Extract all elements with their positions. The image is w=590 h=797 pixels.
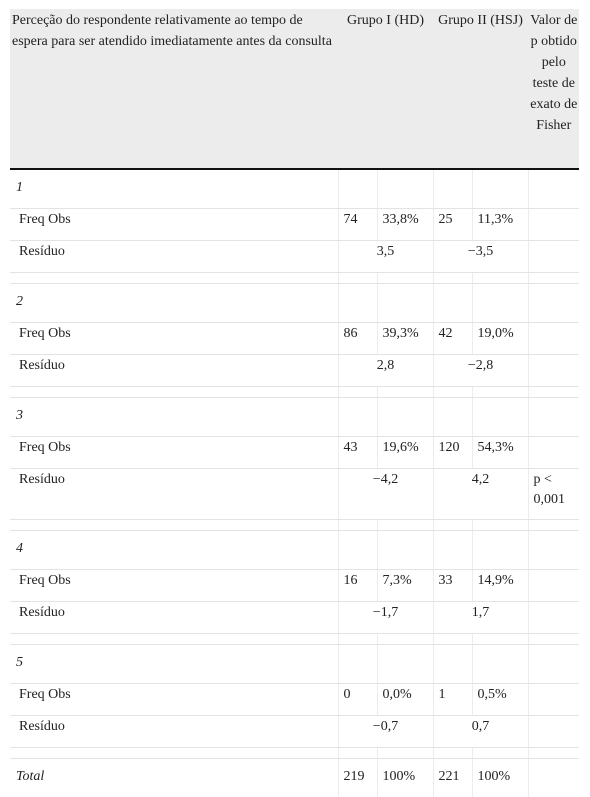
empty-cell <box>338 531 377 570</box>
spacer <box>433 273 472 284</box>
spacer <box>377 748 433 759</box>
freq-obs-row <box>10 209 579 241</box>
spacer <box>528 520 579 531</box>
level-label: 1 <box>10 169 338 209</box>
group2-count: 42 <box>433 323 472 355</box>
group1-count: 0 <box>338 684 377 716</box>
header-perception: Perceção do respondente relativamente ao tempo de espera para ser atendido imediatamente antes da consulta <box>10 9 338 169</box>
group2-count: 25 <box>433 209 472 241</box>
empty-cell <box>377 645 433 684</box>
group2-residual: −2,8 <box>433 355 528 387</box>
total-group1-count: 219 <box>338 759 377 797</box>
group2-percent: 0,5% <box>472 684 528 716</box>
empty-cell <box>472 169 528 209</box>
empty-cell <box>433 645 472 684</box>
level-row <box>10 531 579 570</box>
freq-obs-row <box>10 323 579 355</box>
group2-residual: 1,7 <box>433 602 528 634</box>
empty-cell <box>338 284 377 323</box>
empty-cell <box>528 209 579 241</box>
residual-row <box>10 355 579 387</box>
empty-cell <box>377 169 433 209</box>
residual-label: Resíduo <box>10 355 338 387</box>
total-row <box>10 759 579 797</box>
residual-label: Resíduo <box>10 241 338 273</box>
spacer <box>528 634 579 645</box>
empty-cell <box>338 169 377 209</box>
empty-cell <box>472 398 528 437</box>
group1-count: 74 <box>338 209 377 241</box>
freq-obs-label: Freq Obs <box>10 684 338 716</box>
spacer <box>338 748 377 759</box>
level-row <box>10 169 579 209</box>
spacer <box>472 634 528 645</box>
spacer <box>472 748 528 759</box>
spacer <box>377 273 433 284</box>
level-row <box>10 398 579 437</box>
spacer <box>10 273 338 284</box>
empty-cell <box>528 169 579 209</box>
header-p-value: Valor de p obtido pelo teste de exato de Fisher <box>528 9 579 169</box>
residual-row <box>10 602 579 634</box>
empty-cell <box>528 398 579 437</box>
spacer <box>10 748 338 759</box>
group1-percent: 0,0% <box>377 684 433 716</box>
results-table <box>10 9 579 797</box>
freq-obs-row <box>10 437 579 469</box>
total-group2-percent: 100% <box>472 759 528 797</box>
group2-residual: −3,5 <box>433 241 528 273</box>
group1-residual: 2,8 <box>338 355 433 387</box>
spacer <box>377 520 433 531</box>
level-label: 4 <box>10 531 338 570</box>
empty-cell <box>528 645 579 684</box>
group2-percent: 19,0% <box>472 323 528 355</box>
header-group-1: Grupo I (HD) <box>338 9 433 169</box>
group1-percent: 19,6% <box>377 437 433 469</box>
group2-percent: 54,3% <box>472 437 528 469</box>
empty-cell <box>472 284 528 323</box>
spacer-row <box>10 273 579 284</box>
empty-cell <box>338 398 377 437</box>
spacer <box>338 387 377 398</box>
spacer <box>528 387 579 398</box>
total-group1-percent: 100% <box>377 759 433 797</box>
group2-percent: 14,9% <box>472 570 528 602</box>
level-label: 2 <box>10 284 338 323</box>
spacer <box>472 520 528 531</box>
spacer <box>338 273 377 284</box>
group2-count: 33 <box>433 570 472 602</box>
spacer <box>528 748 579 759</box>
spacer <box>10 520 338 531</box>
empty-cell <box>433 531 472 570</box>
spacer <box>472 387 528 398</box>
empty-cell <box>472 645 528 684</box>
empty-cell <box>528 323 579 355</box>
spacer <box>338 634 377 645</box>
spacer <box>433 520 472 531</box>
spacer-row <box>10 520 579 531</box>
residual-label: Resíduo <box>10 602 338 634</box>
empty-cell <box>433 398 472 437</box>
empty-cell <box>433 169 472 209</box>
group2-count: 120 <box>433 437 472 469</box>
spacer-row <box>10 748 579 759</box>
residual-row <box>10 716 579 748</box>
group1-residual: 3,5 <box>338 241 433 273</box>
group1-count: 86 <box>338 323 377 355</box>
group1-count: 43 <box>338 437 377 469</box>
total-group2-count: 221 <box>433 759 472 797</box>
group2-residual: 0,7 <box>433 716 528 748</box>
empty-cell <box>528 437 579 469</box>
empty-cell <box>528 241 579 273</box>
level-label: 3 <box>10 398 338 437</box>
empty-cell <box>528 716 579 748</box>
residual-label: Resíduo <box>10 716 338 748</box>
spacer <box>528 273 579 284</box>
empty-cell <box>528 284 579 323</box>
spacer <box>433 634 472 645</box>
empty-cell <box>377 284 433 323</box>
group1-residual: −1,7 <box>338 602 433 634</box>
empty-cell <box>377 398 433 437</box>
empty-cell <box>528 759 579 797</box>
freq-obs-row <box>10 684 579 716</box>
spacer <box>433 387 472 398</box>
freq-obs-label: Freq Obs <box>10 209 338 241</box>
group1-count: 16 <box>338 570 377 602</box>
freq-obs-label: Freq Obs <box>10 323 338 355</box>
empty-cell <box>472 531 528 570</box>
group1-residual: −0,7 <box>338 716 433 748</box>
total-label: Total <box>10 759 338 797</box>
group1-percent: 39,3% <box>377 323 433 355</box>
empty-cell <box>528 684 579 716</box>
residual-row <box>10 241 579 273</box>
freq-obs-label: Freq Obs <box>10 570 338 602</box>
level-label: 5 <box>10 645 338 684</box>
spacer <box>10 634 338 645</box>
spacer <box>433 748 472 759</box>
header-group-2: Grupo II (HSJ) <box>433 9 528 169</box>
spacer <box>377 387 433 398</box>
level-row <box>10 284 579 323</box>
group1-percent: 33,8% <box>377 209 433 241</box>
empty-cell <box>528 531 579 570</box>
group2-percent: 11,3% <box>472 209 528 241</box>
freq-obs-row <box>10 570 579 602</box>
spacer <box>10 387 338 398</box>
freq-obs-label: Freq Obs <box>10 437 338 469</box>
group2-count: 1 <box>433 684 472 716</box>
empty-cell <box>433 284 472 323</box>
residual-row <box>10 469 579 520</box>
p-value: p < 0,001 <box>528 469 579 520</box>
group2-residual: 4,2 <box>433 469 528 520</box>
level-row <box>10 645 579 684</box>
spacer <box>338 520 377 531</box>
empty-cell <box>528 355 579 387</box>
empty-cell <box>528 570 579 602</box>
spacer-row <box>10 634 579 645</box>
spacer <box>472 273 528 284</box>
spacer-row <box>10 387 579 398</box>
empty-cell <box>338 645 377 684</box>
group1-percent: 7,3% <box>377 570 433 602</box>
empty-cell <box>377 531 433 570</box>
group1-residual: −4,2 <box>338 469 433 520</box>
residual-label: Resíduo <box>10 469 338 520</box>
empty-cell <box>528 602 579 634</box>
spacer <box>377 634 433 645</box>
